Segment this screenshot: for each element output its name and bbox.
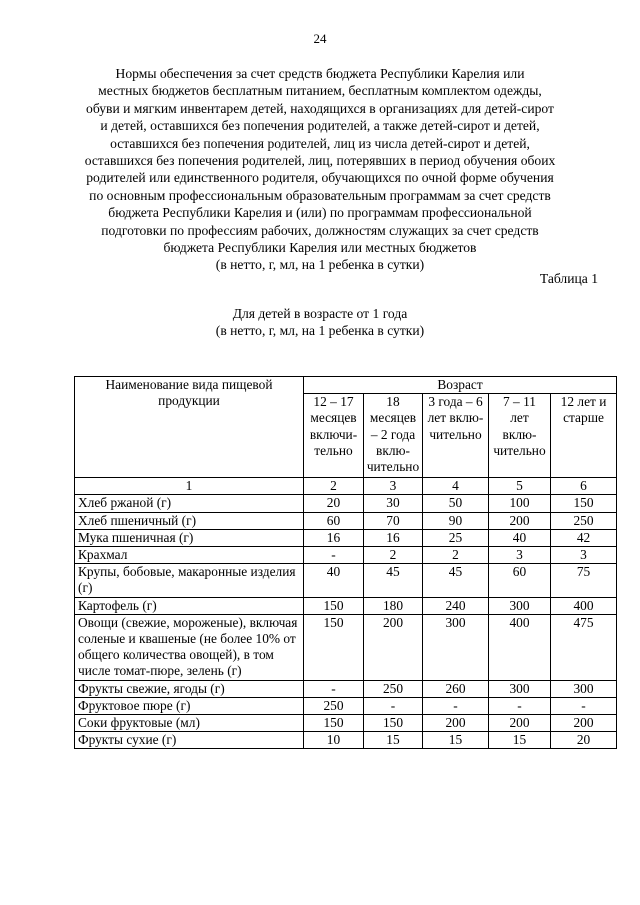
heading-line: и детей, оставшихся без попечения родителей, а также детей-сирот и детей, bbox=[100, 118, 540, 134]
value-cell: 200 bbox=[364, 614, 423, 680]
value-cell: - bbox=[423, 697, 489, 714]
table-row bbox=[75, 715, 617, 732]
value-cell: 60 bbox=[304, 512, 364, 529]
table-cell: 3 bbox=[364, 478, 423, 495]
page-number: 24 bbox=[313, 31, 327, 46]
value-cell: 60 bbox=[489, 564, 551, 597]
product-name-cell: Овощи (свежие, мороженые), включая соленые и квашеные (не более 10% от общего количества овощей), в том числе томат-пюре, зелень (г) bbox=[75, 614, 304, 680]
value-cell: 3 bbox=[489, 547, 551, 564]
table-label: Таблица 1 bbox=[539, 271, 598, 286]
value-cell: 40 bbox=[489, 529, 551, 546]
header-line: лет вклю- bbox=[427, 410, 484, 426]
header-line: 7 – 11 bbox=[503, 394, 536, 410]
value-cell: 250 bbox=[551, 512, 617, 529]
value-cell: 90 bbox=[423, 512, 489, 529]
header-line: 18 bbox=[386, 394, 400, 410]
value-cell: 150 bbox=[304, 614, 364, 680]
value-cell: 250 bbox=[304, 697, 364, 714]
product-name-cell: Фрукты свежие, ягоды (г) bbox=[75, 680, 304, 697]
age-col-header bbox=[304, 394, 364, 478]
table-row bbox=[75, 597, 617, 614]
value-cell: - bbox=[489, 697, 551, 714]
product-name-cell: Крупы, бобовые, макаронные изделия (г) bbox=[75, 564, 304, 597]
age-col-header bbox=[551, 394, 617, 478]
product-name-header bbox=[75, 377, 304, 478]
value-cell: 2 bbox=[423, 547, 489, 564]
value-cell: 16 bbox=[304, 529, 364, 546]
header-line: 3 года – 6 bbox=[428, 394, 483, 410]
header-line: чительно bbox=[366, 459, 420, 475]
table-row bbox=[75, 495, 617, 512]
table-cell: 5 bbox=[489, 478, 551, 495]
value-cell: 75 bbox=[551, 564, 617, 597]
table-row bbox=[75, 564, 617, 597]
numbering-row bbox=[75, 478, 617, 495]
document-heading bbox=[60, 65, 580, 274]
value-cell: 70 bbox=[364, 512, 423, 529]
value-cell: 100 bbox=[489, 495, 551, 512]
header-line: Наименование вида пищевой bbox=[105, 377, 273, 392]
value-cell: 300 bbox=[551, 680, 617, 697]
value-cell: 260 bbox=[423, 680, 489, 697]
nutrition-norms-table bbox=[74, 376, 617, 749]
header-line: 12 лет и bbox=[560, 394, 607, 410]
header-line: старше bbox=[563, 410, 604, 426]
value-cell: 250 bbox=[364, 680, 423, 697]
product-name-cell: Крахмал bbox=[75, 547, 304, 564]
product-name-cell: Хлеб ржаной (г) bbox=[75, 495, 304, 512]
heading-line: по основным профессиональным образовательным программам за счет средств bbox=[89, 187, 551, 203]
value-cell: 475 bbox=[551, 614, 617, 680]
value-cell: 16 bbox=[364, 529, 423, 546]
value-cell: 45 bbox=[423, 564, 489, 597]
heading-line: бюджета Республики Карелия и (или) по программам профессиональной bbox=[108, 205, 532, 221]
header-line: месяцев bbox=[310, 410, 357, 426]
header-line: продукции bbox=[158, 393, 220, 409]
value-cell: 400 bbox=[551, 597, 617, 614]
table-row bbox=[75, 512, 617, 529]
value-cell: 180 bbox=[364, 597, 423, 614]
age-col-header bbox=[489, 394, 551, 478]
subheading-line: (в нетто, г, мл, на 1 ребенка в сутки) bbox=[215, 323, 425, 339]
value-cell: 25 bbox=[423, 529, 489, 546]
value-cell: 45 bbox=[364, 564, 423, 597]
heading-line: местных бюджетов бесплатным питанием, бесплатным комплектом одежды, bbox=[98, 83, 542, 99]
header-line: месяцев bbox=[369, 410, 417, 426]
value-cell: 15 bbox=[423, 732, 489, 749]
table-row bbox=[75, 529, 617, 546]
table-row bbox=[75, 732, 617, 749]
value-cell: 15 bbox=[489, 732, 551, 749]
value-cell: 200 bbox=[489, 512, 551, 529]
value-cell: - bbox=[364, 697, 423, 714]
product-name-cell: Картофель (г) bbox=[75, 597, 304, 614]
value-cell: 20 bbox=[304, 495, 364, 512]
value-cell: 300 bbox=[489, 597, 551, 614]
value-cell: - bbox=[304, 680, 364, 697]
table-row bbox=[75, 697, 617, 714]
header-line: – 2 года bbox=[370, 426, 416, 442]
heading-line: бюджета Республики Карелия или местных бюджетов bbox=[163, 240, 477, 256]
value-cell: 400 bbox=[489, 614, 551, 680]
heading-line: оставшихся без попечения родителей, лиц, потерявших в период обучения обоих bbox=[84, 153, 556, 169]
header-line: 12 – 17 bbox=[313, 394, 354, 410]
table-row bbox=[75, 547, 617, 564]
age-col-header bbox=[364, 394, 423, 478]
value-cell: 200 bbox=[423, 715, 489, 732]
header-line: лет bbox=[510, 410, 529, 426]
value-cell: 150 bbox=[304, 597, 364, 614]
value-cell: 15 bbox=[364, 732, 423, 749]
value-cell: 240 bbox=[423, 597, 489, 614]
value-cell: 3 bbox=[551, 547, 617, 564]
heading-line: оставшихся без попечения родителей, лиц из числа детей-сирот и детей, bbox=[110, 135, 530, 151]
value-cell: 50 bbox=[423, 495, 489, 512]
product-name-cell: Мука пшеничная (г) bbox=[75, 529, 304, 546]
table-subheading bbox=[0, 305, 640, 340]
value-cell: 42 bbox=[551, 529, 617, 546]
value-cell: - bbox=[304, 547, 364, 564]
subheading-line: Для детей в возрасте от 1 года bbox=[232, 306, 408, 321]
header-line: чительно bbox=[493, 442, 546, 458]
age-header: Возраст bbox=[304, 377, 617, 394]
heading-line: родителей или единственного родителя, обучающихся по очной форме обучения bbox=[86, 170, 554, 186]
value-cell: 200 bbox=[551, 715, 617, 732]
table-row bbox=[75, 680, 617, 697]
table-cell: 6 bbox=[551, 478, 617, 495]
heading-line: обуви и мягким инвентарем детей, находящихся в организациях для детей-сирот bbox=[86, 100, 554, 116]
heading-line: Нормы обеспечения за счет средств бюджета Республики Карелия или bbox=[115, 66, 525, 81]
age-col-header bbox=[423, 394, 489, 478]
table-cell: 2 bbox=[304, 478, 364, 495]
value-cell: 300 bbox=[423, 614, 489, 680]
value-cell: 10 bbox=[304, 732, 364, 749]
header-line: тельно bbox=[314, 442, 353, 458]
value-cell: 300 bbox=[489, 680, 551, 697]
heading-line: подготовки по профессиям рабочих, должностям служащих за счет средств bbox=[101, 222, 539, 238]
heading-line: (в нетто, г, мл, на 1 ребенка в сутки) bbox=[215, 257, 425, 273]
product-name-cell: Фрукты сухие (г) bbox=[75, 732, 304, 749]
table-cell: 1 bbox=[75, 478, 304, 495]
header-line: чительно bbox=[429, 426, 482, 442]
value-cell: 30 bbox=[364, 495, 423, 512]
table-cell: 4 bbox=[423, 478, 489, 495]
value-cell: 2 bbox=[364, 547, 423, 564]
header-line: включи- bbox=[309, 426, 358, 442]
value-cell: - bbox=[551, 697, 617, 714]
product-name-cell: Соки фруктовые (мл) bbox=[75, 715, 304, 732]
product-name-cell: Фруктовое пюре (г) bbox=[75, 697, 304, 714]
header-line: вклю- bbox=[502, 426, 537, 442]
table-row bbox=[75, 614, 617, 680]
value-cell: 200 bbox=[489, 715, 551, 732]
value-cell: 40 bbox=[304, 564, 364, 597]
value-cell: 20 bbox=[551, 732, 617, 749]
value-cell: 150 bbox=[304, 715, 364, 732]
product-name-cell: Хлеб пшеничный (г) bbox=[75, 512, 304, 529]
value-cell: 150 bbox=[551, 495, 617, 512]
header-line: вклю- bbox=[376, 442, 410, 458]
value-cell: 150 bbox=[364, 715, 423, 732]
